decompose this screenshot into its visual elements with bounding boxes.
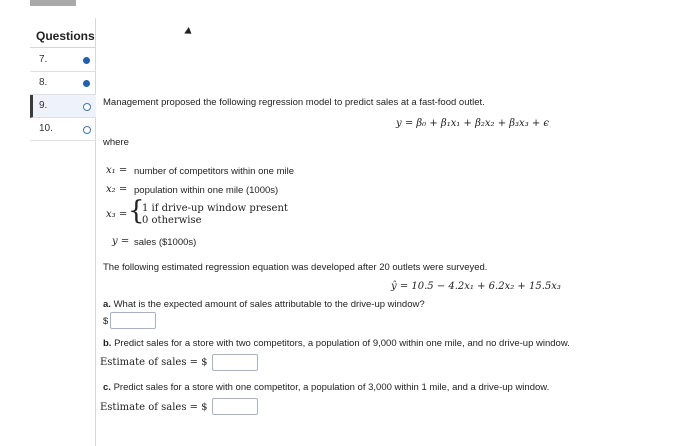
question-item-8[interactable] xyxy=(30,72,96,95)
x2-definition: population within one mile (1000s) xyxy=(134,185,279,196)
part-c-answer-input[interactable] xyxy=(212,398,258,415)
part-c-text: Predict sales for a store with one competitor, a population of 3,000 within 1 mile, and a drive-up window. xyxy=(113,382,550,393)
left-brace: { xyxy=(128,196,145,226)
question-content xyxy=(100,0,700,446)
question-number: 9. xyxy=(39,100,48,111)
x2-symbol: x₂ = xyxy=(106,184,128,195)
x1-symbol: x₁ = xyxy=(106,165,128,176)
part-a xyxy=(103,299,425,310)
where-label: where xyxy=(103,137,129,148)
estimated-intro: The following estimated regression equation was developed after 20 outlets were surveyed. xyxy=(103,262,488,273)
unanswered-circle-icon xyxy=(83,126,91,134)
part-c xyxy=(103,382,549,393)
part-c-prefix: Estimate of sales = $ xyxy=(100,402,208,413)
x3-case-1: 1 if drive-up window present xyxy=(142,203,288,214)
question-number: 7. xyxy=(39,54,48,65)
question-item-9[interactable] xyxy=(30,95,96,118)
question-item-10[interactable] xyxy=(30,118,96,141)
question-number: 10. xyxy=(39,123,53,134)
question-number: 8. xyxy=(39,77,48,88)
question-sidebar xyxy=(30,18,96,446)
part-a-label: a. xyxy=(103,299,111,310)
part-a-currency: $ xyxy=(103,316,109,327)
part-b-prefix: Estimate of sales = $ xyxy=(100,357,208,368)
y-definition: sales ($1000s) xyxy=(134,237,197,248)
x3-case-2: 0 otherwise xyxy=(142,215,202,226)
question-intro: Management proposed the following regression model to predict sales at a fast-food outlet. xyxy=(103,97,485,108)
part-a-answer-input[interactable] xyxy=(110,312,156,329)
part-c-label: c. xyxy=(103,382,111,393)
question-item-7[interactable] xyxy=(30,49,96,72)
part-b-text: Predict sales for a store with two competitors, a population of 9,000 within one mile, and no drive-up window. xyxy=(114,338,570,349)
part-b-label: b. xyxy=(103,338,112,349)
answered-dot-icon xyxy=(83,57,90,64)
x3-cases xyxy=(142,203,288,227)
y-symbol: y = xyxy=(112,236,130,247)
part-b xyxy=(103,338,570,349)
x3-symbol: x₃ = xyxy=(106,209,128,220)
unanswered-circle-icon xyxy=(83,103,91,111)
sidebar-title: Questions xyxy=(30,24,96,48)
top-bar xyxy=(30,0,76,6)
x1-definition: number of competitors within one mile xyxy=(134,166,294,177)
answered-dot-icon xyxy=(83,80,90,87)
estimated-equation: ŷ = 10.5 − 4.2x₁ + 6.2x₂ + 15.5x₃ xyxy=(391,281,561,292)
part-b-answer-input[interactable] xyxy=(212,354,258,371)
regression-model: y = β₀ + β₁x₁ + β₂x₂ + β₃x₃ + ϵ xyxy=(396,118,550,129)
part-a-text: What is the expected amount of sales attributable to the drive-up window? xyxy=(113,299,425,310)
